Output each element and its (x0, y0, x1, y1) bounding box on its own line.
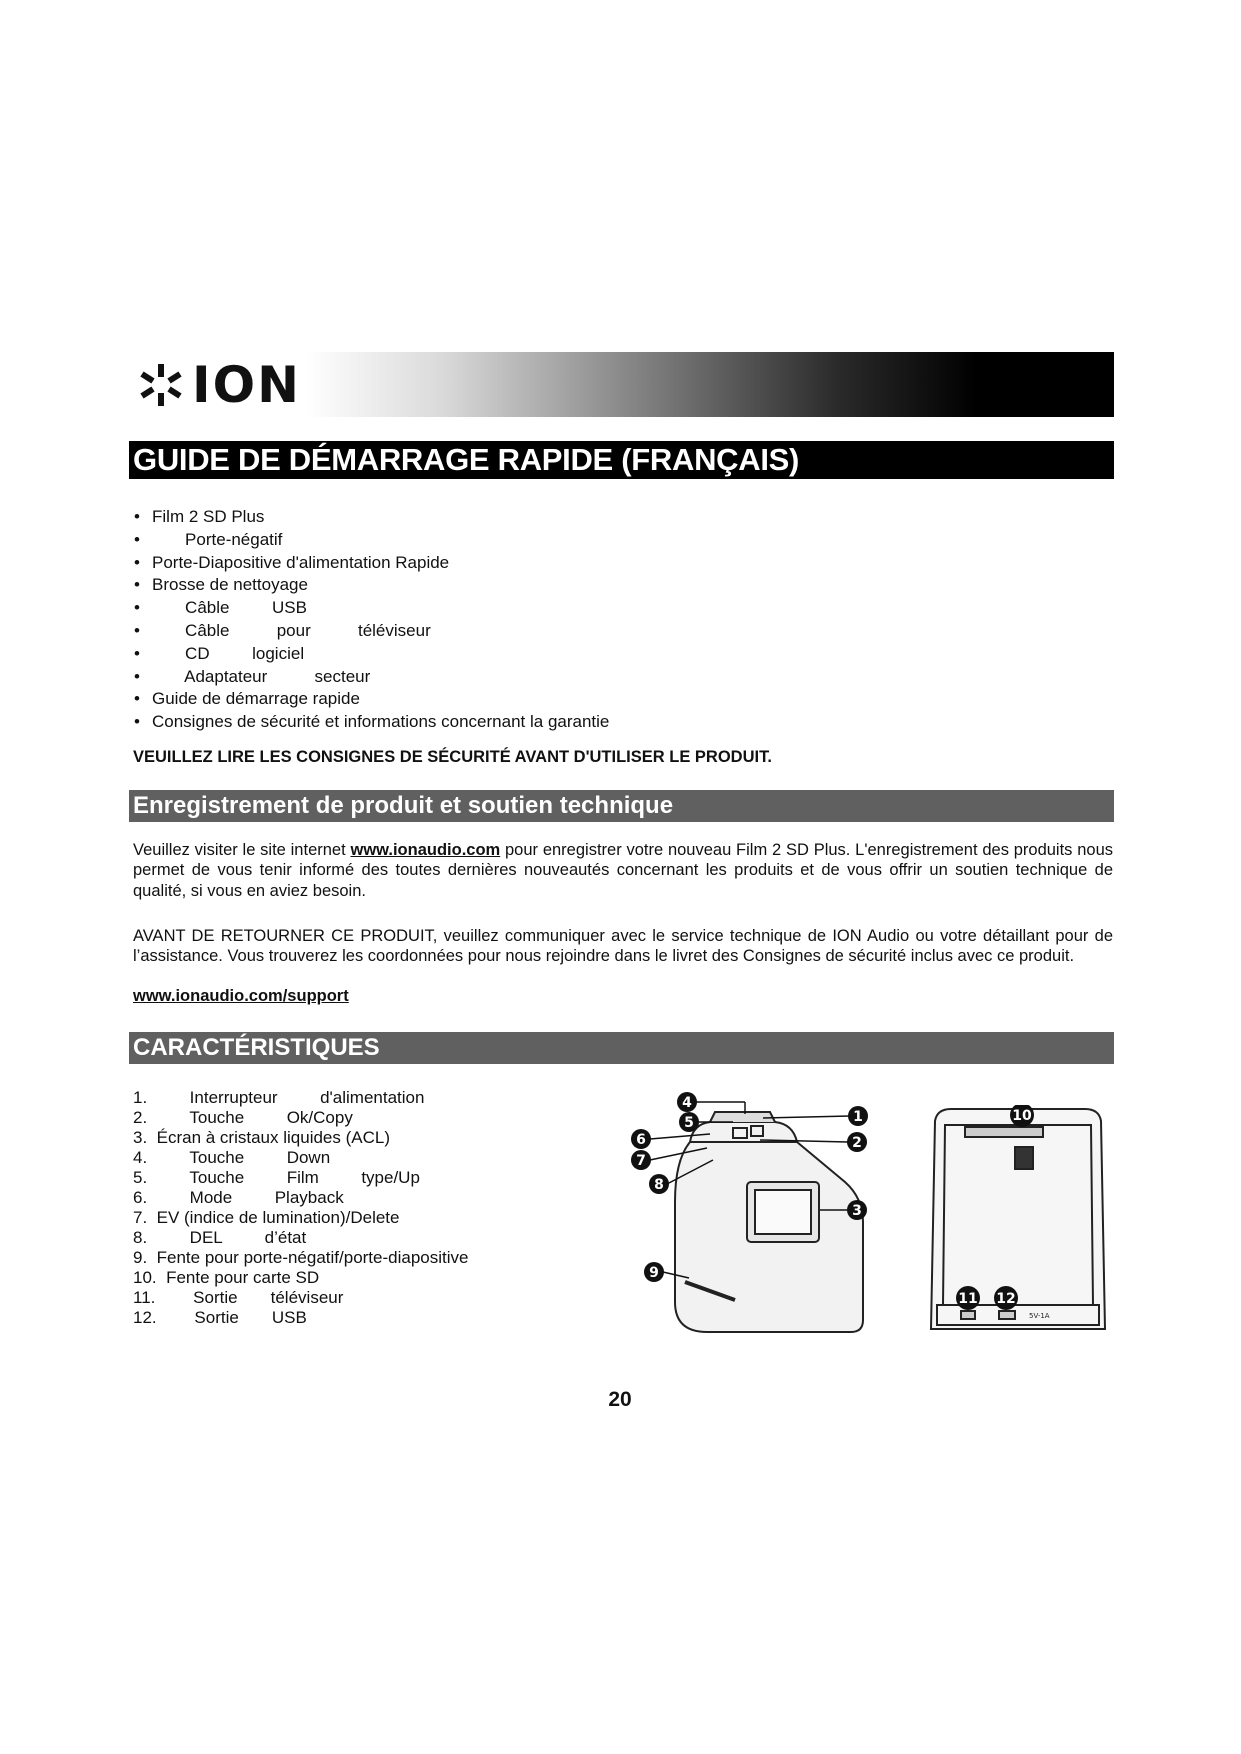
callout-8-label: 8 (654, 1177, 664, 1193)
callout-4-label: 4 (682, 1095, 692, 1111)
callout-9 (644, 1262, 664, 1282)
list-item: 9. Fente pour porte-négatif/porte-diapositive (133, 1248, 469, 1267)
list-item: 3. Écran à cristaux liquides (ACL) (133, 1128, 390, 1147)
list-item: 12. Sortie USB (133, 1308, 307, 1327)
callout-11-label: 11 (958, 1291, 978, 1307)
scanner-back-diagram (925, 1105, 1110, 1337)
list-item: • Guide de démarrage rapide (134, 688, 834, 711)
list-item: • Film 2 SD Plus (134, 506, 834, 529)
list-item: • Adaptateur secteur (134, 666, 834, 689)
callout-5 (679, 1112, 699, 1132)
callout-3-label: 3 (852, 1203, 862, 1219)
return-paragraph: AVANT DE RETOURNER CE PRODUIT, veuillez communiquer avec le service technique de ION Audio ou votre détaillant pour de l’assistance. Vous trouverez les coordonnées pour nous rejoindre dans le livret des Consignes de sécurité inclus avec ce produit. (133, 927, 1113, 966)
list-item: • Câble pour téléviseur (134, 620, 834, 643)
callout-6-label: 6 (636, 1132, 646, 1148)
ion-star-icon (136, 360, 186, 410)
safety-warning: VEUILLEZ LIRE LES CONSIGNES DE SÉCURITÉ AVANT D'UTILISER LE PRODUIT. (133, 748, 772, 766)
scanner-front-diagram (615, 1082, 895, 1342)
list-item: 10. Fente pour carte SD (133, 1268, 320, 1287)
callout-10 (1010, 1105, 1034, 1127)
callout-1-label: 1 (853, 1109, 863, 1125)
page-title: GUIDE DE DÉMARRAGE RAPIDE (FRANÇAIS) (129, 441, 1114, 479)
section-heading-registration: Enregistrement de produit et soutien technique (129, 790, 1114, 822)
list-item: 5. Touche Film type/Up (133, 1168, 420, 1187)
paragraph-text: pour enregistrer votre nouveau Film 2 SD Plus. L'enregistrement des produits nous permet de vous tenir informé des toutes dernières nouveautés concernant les produits et de vous offrir un soutien technique de qualité, si vous en aviez besoin. (133, 841, 1114, 900)
callout-10-label: 10 (1012, 1108, 1032, 1124)
registration-paragraph (133, 840, 1113, 901)
callout-2 (847, 1132, 867, 1152)
list-item: 11. Sortie téléviseur (133, 1288, 344, 1307)
callout-12 (994, 1286, 1018, 1310)
list-item: • Porte-Diapositive d'alimentation Rapide (134, 552, 834, 575)
callout-6 (631, 1129, 651, 1149)
callout-7-label: 7 (636, 1153, 646, 1169)
support-link[interactable]: www.ionaudio.com/support (133, 987, 349, 1005)
page-number: 20 (608, 1388, 632, 1411)
callout-1 (848, 1106, 868, 1126)
list-item: 4. Touche Down (133, 1148, 331, 1167)
section-heading-features: CARACTÉRISTIQUES (129, 1032, 1114, 1064)
list-item: • Consignes de sécurité et informations concernant la garantie (134, 711, 834, 734)
callout-9-label: 9 (649, 1265, 659, 1281)
list-item: • Porte-négatif (134, 529, 834, 552)
ion-logo (136, 356, 301, 414)
callout-7 (631, 1150, 651, 1170)
list-item: • Câble USB (134, 597, 834, 620)
power-rating-label: 5V-1A (1029, 1312, 1050, 1320)
callout-5-label: 5 (684, 1115, 694, 1131)
callout-12-label: 12 (996, 1291, 1016, 1307)
features-list (133, 1088, 613, 1328)
callout-4 (677, 1092, 697, 1112)
callout-2-label: 2 (852, 1135, 862, 1151)
brand-wordmark: ION (192, 356, 301, 414)
list-item: • Brosse de nettoyage (134, 574, 834, 597)
paragraph-text: Veuillez visiter le site internet (133, 841, 351, 859)
ionaudio-link[interactable]: www.ionaudio.com (350, 841, 501, 859)
list-item: 6. Mode Playback (133, 1188, 344, 1207)
callout-3 (847, 1200, 867, 1220)
box-contents-list (134, 506, 834, 734)
callout-11 (956, 1286, 980, 1310)
list-item: 7. EV (indice de lumination)/Delete (133, 1208, 400, 1227)
list-item: • CD logiciel (134, 643, 834, 666)
list-item: 2. Touche Ok/Copy (133, 1108, 353, 1127)
callout-8 (649, 1174, 669, 1194)
list-item: 1. Interrupteur d'alimentation (133, 1088, 425, 1107)
list-item: 8. DEL d’état (133, 1228, 307, 1247)
